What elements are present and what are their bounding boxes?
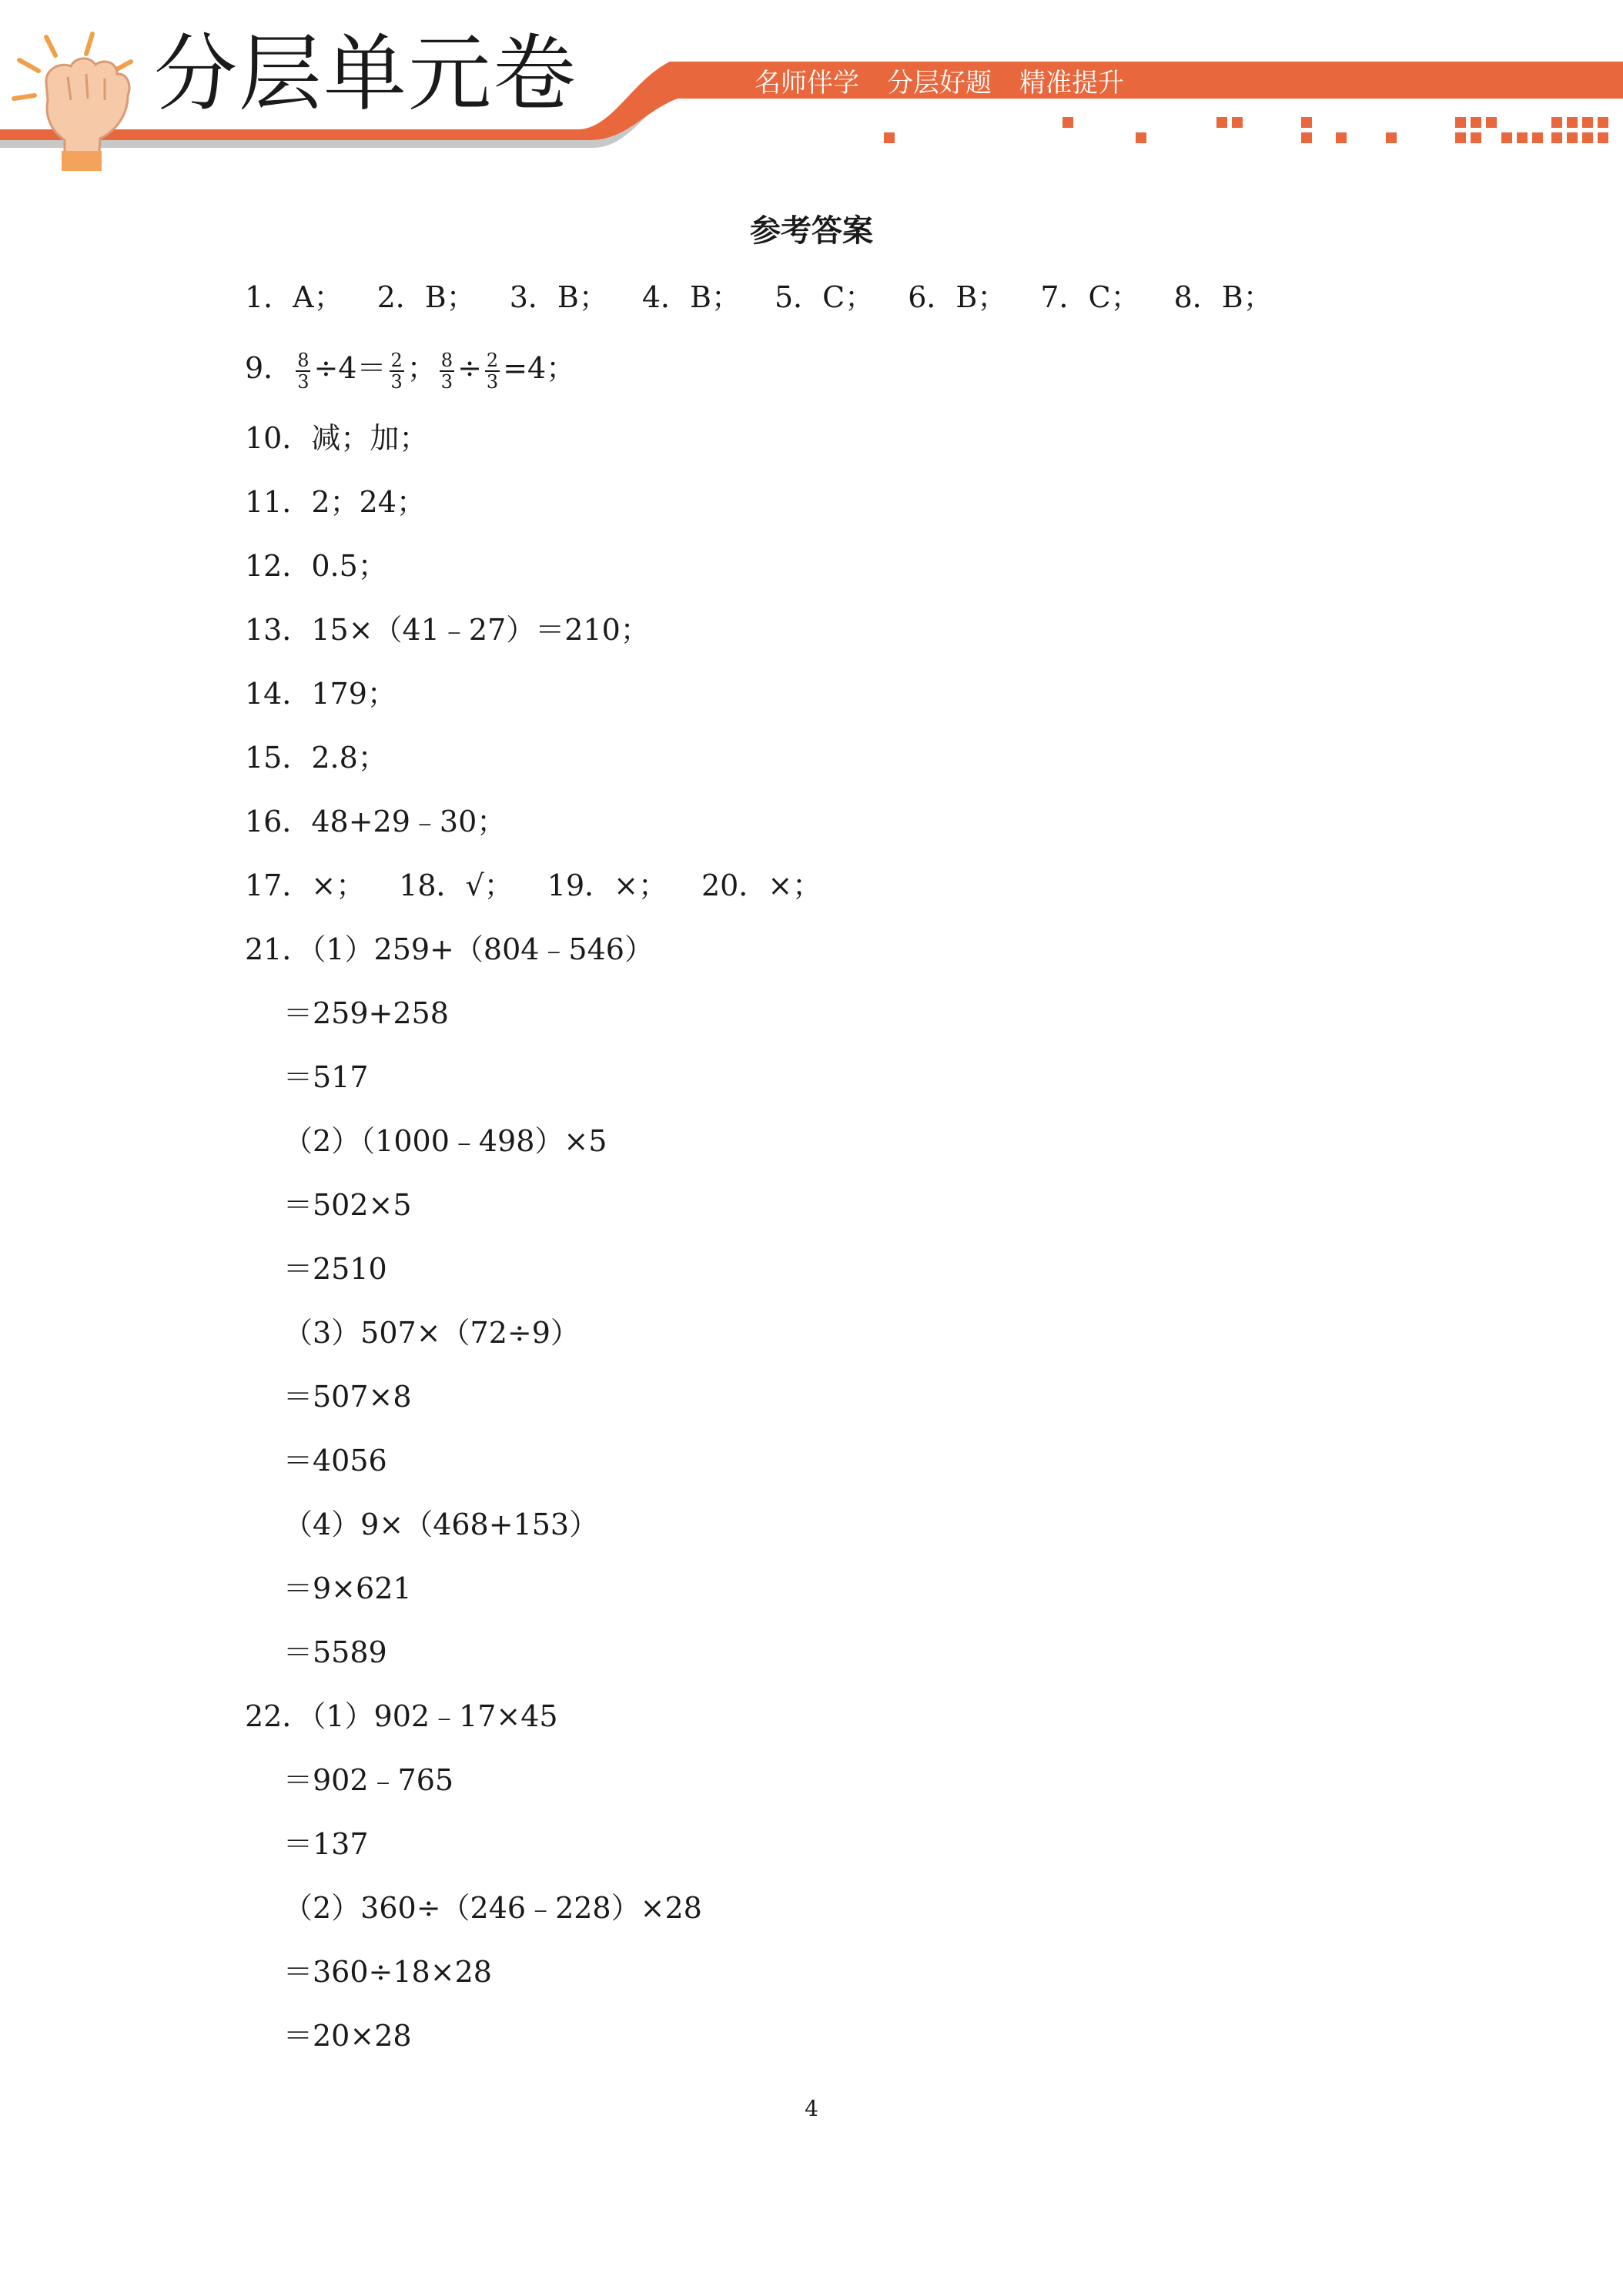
calc-step: ＝259+258 (283, 996, 449, 1030)
calc-step: ＝4056 (283, 1444, 387, 1478)
calc-step: ＝137 (283, 1827, 369, 1861)
answer-item: 18．√； (399, 869, 514, 902)
answer-item: 2．B； (376, 280, 476, 314)
answer-item: 6．B； (908, 280, 1007, 314)
fraction-numerator: 8 (297, 349, 310, 371)
calc-step: （3）507×（72÷9） (283, 1316, 580, 1350)
expression-text: ÷4＝ (313, 351, 387, 385)
fist-logo-icon (14, 34, 131, 171)
answer-item: 3．B； (509, 280, 608, 314)
expression-text: =4； (503, 351, 576, 385)
answer-key-title: 参考答案 (750, 213, 873, 249)
calc-step: ＝517 (283, 1060, 369, 1094)
slogan-item: 精准提升 (1019, 68, 1124, 99)
calc-step: ＝2510 (283, 1252, 387, 1286)
answer-list (245, 266, 1307, 2068)
answer-item: 5．C； (774, 280, 875, 314)
answer-item: 4．B； (641, 280, 741, 314)
answer-line: 14．179； (245, 677, 397, 711)
header-slogan (755, 62, 1152, 99)
fraction-numerator: 8 (440, 349, 453, 371)
calc-step: 21．（1）259+（804﹣546） (245, 932, 654, 966)
answer-item: 1．A； (245, 280, 343, 314)
calc-step: （4）9×（468+153） (283, 1508, 599, 1541)
calc-step: 22．（1）902﹣17×45 (245, 1699, 558, 1733)
page-header (0, 0, 1623, 177)
calc-step: （2）（1000﹣498）×5 (283, 1124, 607, 1158)
answer-item: 20．×； (701, 869, 822, 902)
calc-step: ＝5589 (283, 1635, 387, 1669)
slogan-item: 分层好题 (887, 68, 992, 99)
calc-step: ＝507×8 (283, 1380, 412, 1414)
answer-line: 10．减；加； (245, 421, 429, 455)
fraction-denominator: 3 (440, 370, 453, 393)
calc-step: ＝502×5 (283, 1188, 412, 1222)
fraction (390, 350, 404, 392)
fraction-denominator: 3 (390, 370, 403, 393)
answer-item: 19．×； (547, 869, 668, 902)
fraction-denominator: 3 (297, 370, 310, 393)
calc-step: ＝902﹣765 (283, 1763, 454, 1797)
fraction-numerator: 2 (486, 349, 499, 371)
answer-line: 15．2.8； (245, 741, 387, 775)
page-number: 4 (805, 2096, 818, 2121)
question-number: 9． (245, 351, 293, 385)
calc-step: ＝9×621 (283, 1571, 412, 1605)
answer-line: 13．15×（41﹣27）＝210； (245, 613, 650, 647)
answer-line-9 (245, 330, 1307, 407)
calc-step: ＝20×28 (283, 2019, 412, 2053)
fraction-numerator: 2 (390, 349, 403, 371)
answer-line: 16．48+29﹣30； (245, 805, 507, 838)
brand-title: 分层单元卷 (154, 26, 578, 122)
separator: ； (407, 351, 437, 385)
answer-item: 8．B； (1173, 280, 1273, 314)
fraction-denominator: 3 (486, 370, 499, 393)
multiple-choice-answers (245, 266, 1307, 330)
answer-item: 7．C； (1040, 280, 1140, 314)
true-false-answers (245, 854, 1307, 918)
slogan-item: 名师伴学 (755, 68, 859, 99)
expression-text: ÷ (457, 351, 482, 385)
answer-line: 12．0.5； (245, 549, 387, 583)
calc-step: ＝360÷18×28 (283, 1955, 492, 1989)
fraction (296, 350, 310, 392)
calc-step: （2）360÷（246﹣228）×28 (283, 1891, 702, 1925)
answer-item: 17．×； (245, 869, 366, 902)
answer-line: 11．2；24； (245, 485, 426, 519)
fraction (440, 350, 454, 392)
fraction (485, 350, 500, 392)
